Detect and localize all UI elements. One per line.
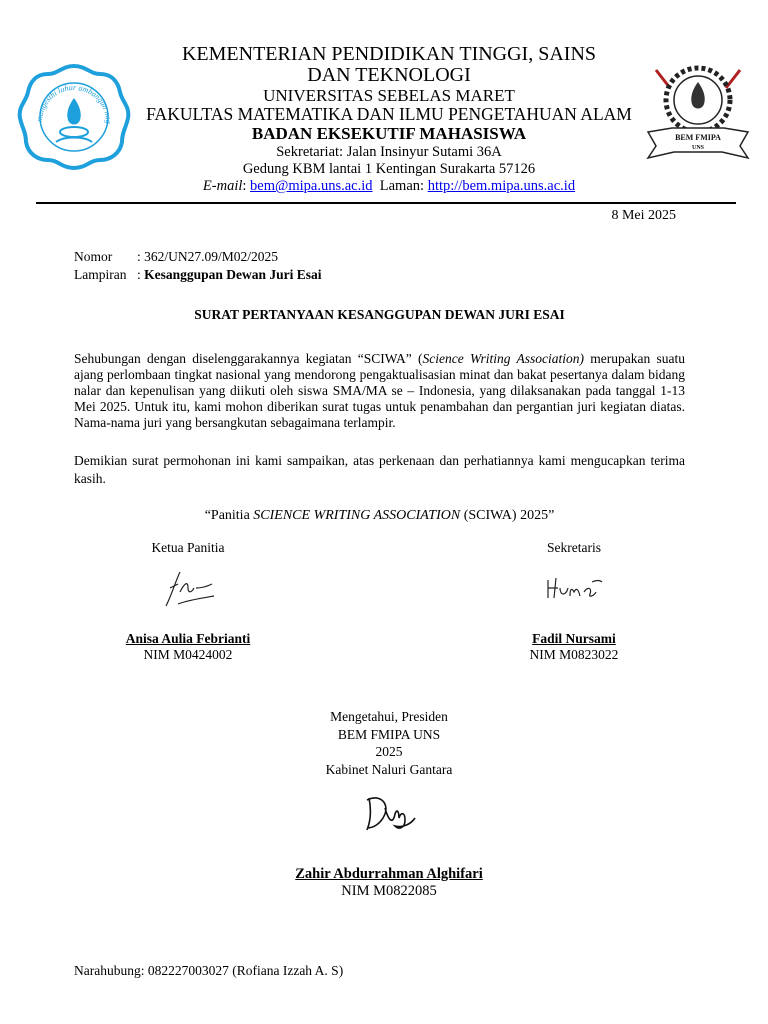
nomor-value: : 362/UN27.09/M02/2025 bbox=[137, 249, 279, 264]
lampiran-value: Kesanggupan Dewan Juri Esai bbox=[144, 267, 322, 282]
president-line-4: Kabinet Naluri Gantara bbox=[325, 761, 453, 777]
faculty-name: FAKULTAS MATEMATIKA DAN ILMU PENGETAHUAN ALAM bbox=[146, 104, 632, 124]
letter-reference bbox=[74, 248, 322, 284]
committee-text-b: (SCIWA) 2025” bbox=[460, 508, 555, 523]
web-label: Laman: bbox=[379, 178, 425, 194]
letter-date: 8 Mei 2025 bbox=[611, 208, 676, 223]
right-role: Sekretaris bbox=[547, 540, 601, 555]
address-line: Gedung KBM lantai 1 Kentingan Surakarta 57126 bbox=[242, 161, 536, 177]
president-line-3: 2025 bbox=[375, 744, 403, 759]
president-block bbox=[284, 708, 494, 852]
committee-italic: SCIENCE WRITING ASSOCIATION bbox=[253, 508, 461, 523]
organization-name: BADAN EKSEKUTIF MAHASISWA bbox=[251, 124, 527, 143]
contact-person: Narahubung: 082227003027 (Rofiana Izzah A. S) bbox=[74, 963, 344, 978]
committee-line bbox=[74, 508, 685, 524]
left-signer-name: Anisa Aulia Febrianti bbox=[125, 631, 251, 646]
para1-text-a: Sehubungan dengan diselenggarakannya kegiatan “SCIWA” ( bbox=[74, 351, 423, 366]
body-paragraph-1 bbox=[74, 351, 685, 431]
president-signer bbox=[234, 866, 544, 900]
lampiran-label: Lampiran bbox=[74, 267, 127, 282]
left-role: Ketua Panitia bbox=[151, 540, 225, 555]
contact-line: E-mail: bem@mipa.uns.ac.id Laman: http://bem.mipa.uns.ac.id bbox=[202, 178, 576, 194]
right-signer-name: Fadil Nursami bbox=[532, 631, 616, 646]
para1-text-b: merupakan suatu ajang perlombaan tingkat nasional yang mendorong pengaktualisasian minat dan bakat pesertanya dalam bidang nalar dan kepenulisan yang diikuti oleh siswa SMA/MA se – Indonesia, yang dilaksanakan pada tanggal 1-13 Mei 2025. Untuk itu, kami mohon diberikan surat tugas untuk penambahan dan pergantian juri kegiatan diatas. Nama-nama juri yang bersangkutan sebagaimana terlampir. bbox=[74, 351, 686, 430]
left-signer-nim: NIM M0424002 bbox=[143, 647, 233, 662]
right-signature-image bbox=[494, 556, 654, 618]
ministry-line-2: DAN TEKNOLOGI bbox=[307, 64, 471, 86]
email-link[interactable]: bem@mipa.uns.ac.id bbox=[250, 178, 373, 194]
president-name: Zahir Abdurrahman Alghifari bbox=[295, 866, 483, 882]
email-label: E-mail bbox=[202, 178, 243, 194]
letter-title: SURAT PERTANYAAN KESANGGUPAN DEWAN JURI ESAI bbox=[194, 307, 565, 322]
para1-italic: Science Writing Association) bbox=[422, 351, 584, 366]
body-paragraph-2: Demikian surat permohonan ini kami sampaikan, atas perkenaan dan perhatiannya kami mengucapkan terima kasih. bbox=[74, 453, 685, 486]
bem-logo-banner: BEM FMIPA bbox=[675, 133, 721, 142]
lampiran-colon: : bbox=[137, 267, 141, 282]
letterhead bbox=[140, 44, 638, 195]
bem-logo-sub: UNS bbox=[691, 145, 705, 151]
header-divider bbox=[36, 202, 736, 204]
svg-text:mangesthi luhur ambangun nagar bbox=[16, 62, 113, 124]
uns-logo-motto: mangesthi luhur ambangun nag bbox=[34, 82, 114, 124]
nomor-label: Nomor bbox=[74, 249, 113, 264]
committee-text-a: “Panitia bbox=[204, 508, 254, 523]
left-signature-image bbox=[108, 556, 268, 618]
bem-fmipa-logo bbox=[642, 62, 754, 166]
secretariat-line: Sekretariat: Jalan Insinyur Sutami 36A bbox=[276, 144, 502, 160]
signature-right bbox=[494, 540, 654, 663]
ministry-line-1: KEMENTERIAN PENDIDIKAN TINGGI, SAINS bbox=[181, 43, 597, 65]
right-signer-nim: NIM M0823022 bbox=[529, 647, 619, 662]
president-line-2: BEM FMIPA UNS bbox=[337, 726, 441, 742]
president-signature-image bbox=[284, 778, 494, 852]
signature-left bbox=[108, 540, 268, 663]
website-link[interactable]: http://bem.mipa.uns.ac.id bbox=[427, 178, 576, 194]
university-name: UNIVERSITAS SEBELAS MARET bbox=[263, 86, 515, 105]
uns-logo bbox=[16, 62, 132, 170]
president-line-1: Mengetahui, Presiden bbox=[330, 709, 448, 724]
president-nim: NIM M0822085 bbox=[341, 883, 437, 899]
